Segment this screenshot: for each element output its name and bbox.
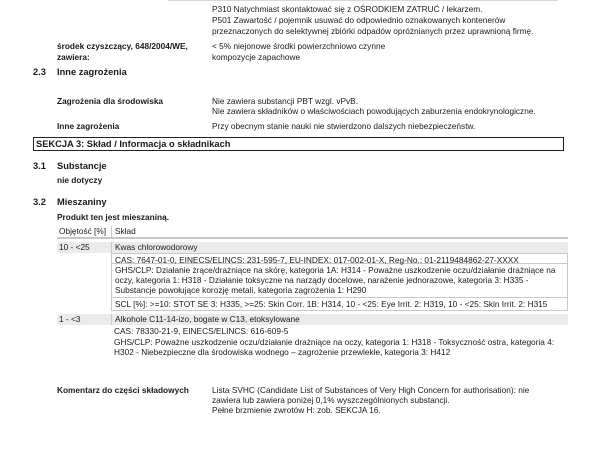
precautionary-statement-p501-cont: przeznaczonych do selektywnej zbiórki odpadów opróżnianych przez uprawnioną firmę.	[212, 26, 534, 36]
table-detail-row	[57, 298, 568, 311]
section-3-header: SEKCJA 3: Skład / Informacja o składnikach	[33, 137, 564, 151]
components-comment-value: Pełne brzmienie zwrotów H: zob. SEKCJA 16.	[212, 405, 381, 415]
substance-identifiers: CAS: 7647-01-0, EINECS/ELINCS: 231-595-7, EU-INDEX: 017-002-01-X, Reg-No.: 01-2119484862-27-XXXX	[111, 253, 568, 264]
section-3-1-value: nie dotyczy	[57, 175, 103, 185]
components-comment-label: Komentarz do części składowych	[57, 385, 189, 395]
table-header-row	[57, 226, 568, 239]
detergent-label-cont: zawiera:	[57, 52, 90, 62]
table-detail-row	[57, 336, 568, 358]
column-header-volume: Objętość [%]	[59, 226, 107, 236]
mixture-intro: Produkt ten jest mieszaniną.	[57, 212, 170, 222]
volume-range: 10 - <25	[59, 242, 90, 252]
substance-identifiers: CAS: 78330-21-9, EINECS/ELINCS: 616-609-5	[114, 325, 289, 336]
precautionary-statement-p501: P501 Zawartość / pojemnik usuwać do odpowiednio oznakowanych kontenerów	[212, 15, 506, 25]
table-detail-row	[57, 264, 568, 298]
detergent-value: kompozycje zapachowe	[212, 52, 301, 62]
env-hazards-value: Nie zawiera składników o właściwościach powodujących zaburzenia endokrynologiczne.	[212, 106, 536, 116]
substance-classification: GHS/CLP: Działanie żrące/drażniące na skórę, kategoria 1A: H314 - Poważne uszkodzenie oczu/działanie drażniące na oczy, kategoria 1: H318 - Działanie toksyczne na narządy docelowe, narażenie jednorazowe, kategoria 3: H335 - Substancje powołujące korozję metali, kategoria zagrożenia 1: H290	[111, 264, 568, 298]
components-comment-value: zawiera lub zawiera poniżej 0,1% wyszczególnionych substancji.	[212, 395, 450, 405]
table-row	[57, 242, 568, 253]
column-header-composition: Skład	[111, 226, 568, 237]
detergent-label: środek czyszczący, 648/2004/WE,	[57, 41, 188, 51]
env-hazards-label: Zagrożenia dla środowiska	[57, 96, 164, 106]
other-hazards-value: Przy obecnym stanie nauki nie stwierdzono dalszych niebezpieczeństw.	[212, 121, 476, 131]
table-detail-row	[57, 325, 568, 336]
table-row	[57, 314, 568, 325]
section-3-1-title: Substancje	[57, 161, 107, 171]
substance-scl: SCL [%]: >=10: STOT SE 3: H335, >=25: Skin Corr. 1B: H314, 10 - <25: Eye Irrit. 2: H319, 10 - <25: Skin Irrit. 2: H315	[111, 298, 568, 311]
other-hazards-label: Inne zagrożenia	[57, 121, 120, 131]
volume-range: 1 - <3	[59, 313, 81, 324]
precautionary-statement-p310: P310 Natychmiast skontaktować się z OŚRODKIEM ZATRUĆ / lekarzem.	[212, 4, 483, 14]
section-3-2-number: 3.2	[33, 197, 46, 207]
section-2-3-number: 2.3	[33, 67, 46, 77]
substance-name: Alkohole C11-14-izo, bogate w C13, etoksylowane	[111, 314, 568, 325]
table-detail-row	[57, 253, 568, 264]
substance-name: Kwas chlorowodorowy	[111, 242, 568, 253]
section-3-1-number: 3.1	[33, 161, 46, 171]
cutoff-line	[168, 0, 558, 2]
components-comment-value: Lista SVHC (Candidate List of Substances of Very High Concern for authorisation): nie	[212, 385, 530, 395]
section-3-2-title: Mieszaniny	[57, 197, 107, 207]
section-2-3-title: Inne zagrożenia	[57, 67, 127, 77]
detergent-value: < 5% niejonowe środki powierzchniowo czynne	[212, 41, 386, 51]
composition-table	[57, 226, 568, 358]
substance-classification: GHS/CLP: Poważne uszkodzenie oczu/działanie drażniące na oczy, kategoria 1: H318 - Toksyczność ostra, kategoria 4: H302 - Niebezpieczne dla środowiska wodnego – zagrożenie przewlekłe, kategoria 3: H412	[114, 336, 555, 358]
env-hazards-value: Nie zawiera substancji PBT wzgl. vPvB.	[212, 96, 359, 106]
